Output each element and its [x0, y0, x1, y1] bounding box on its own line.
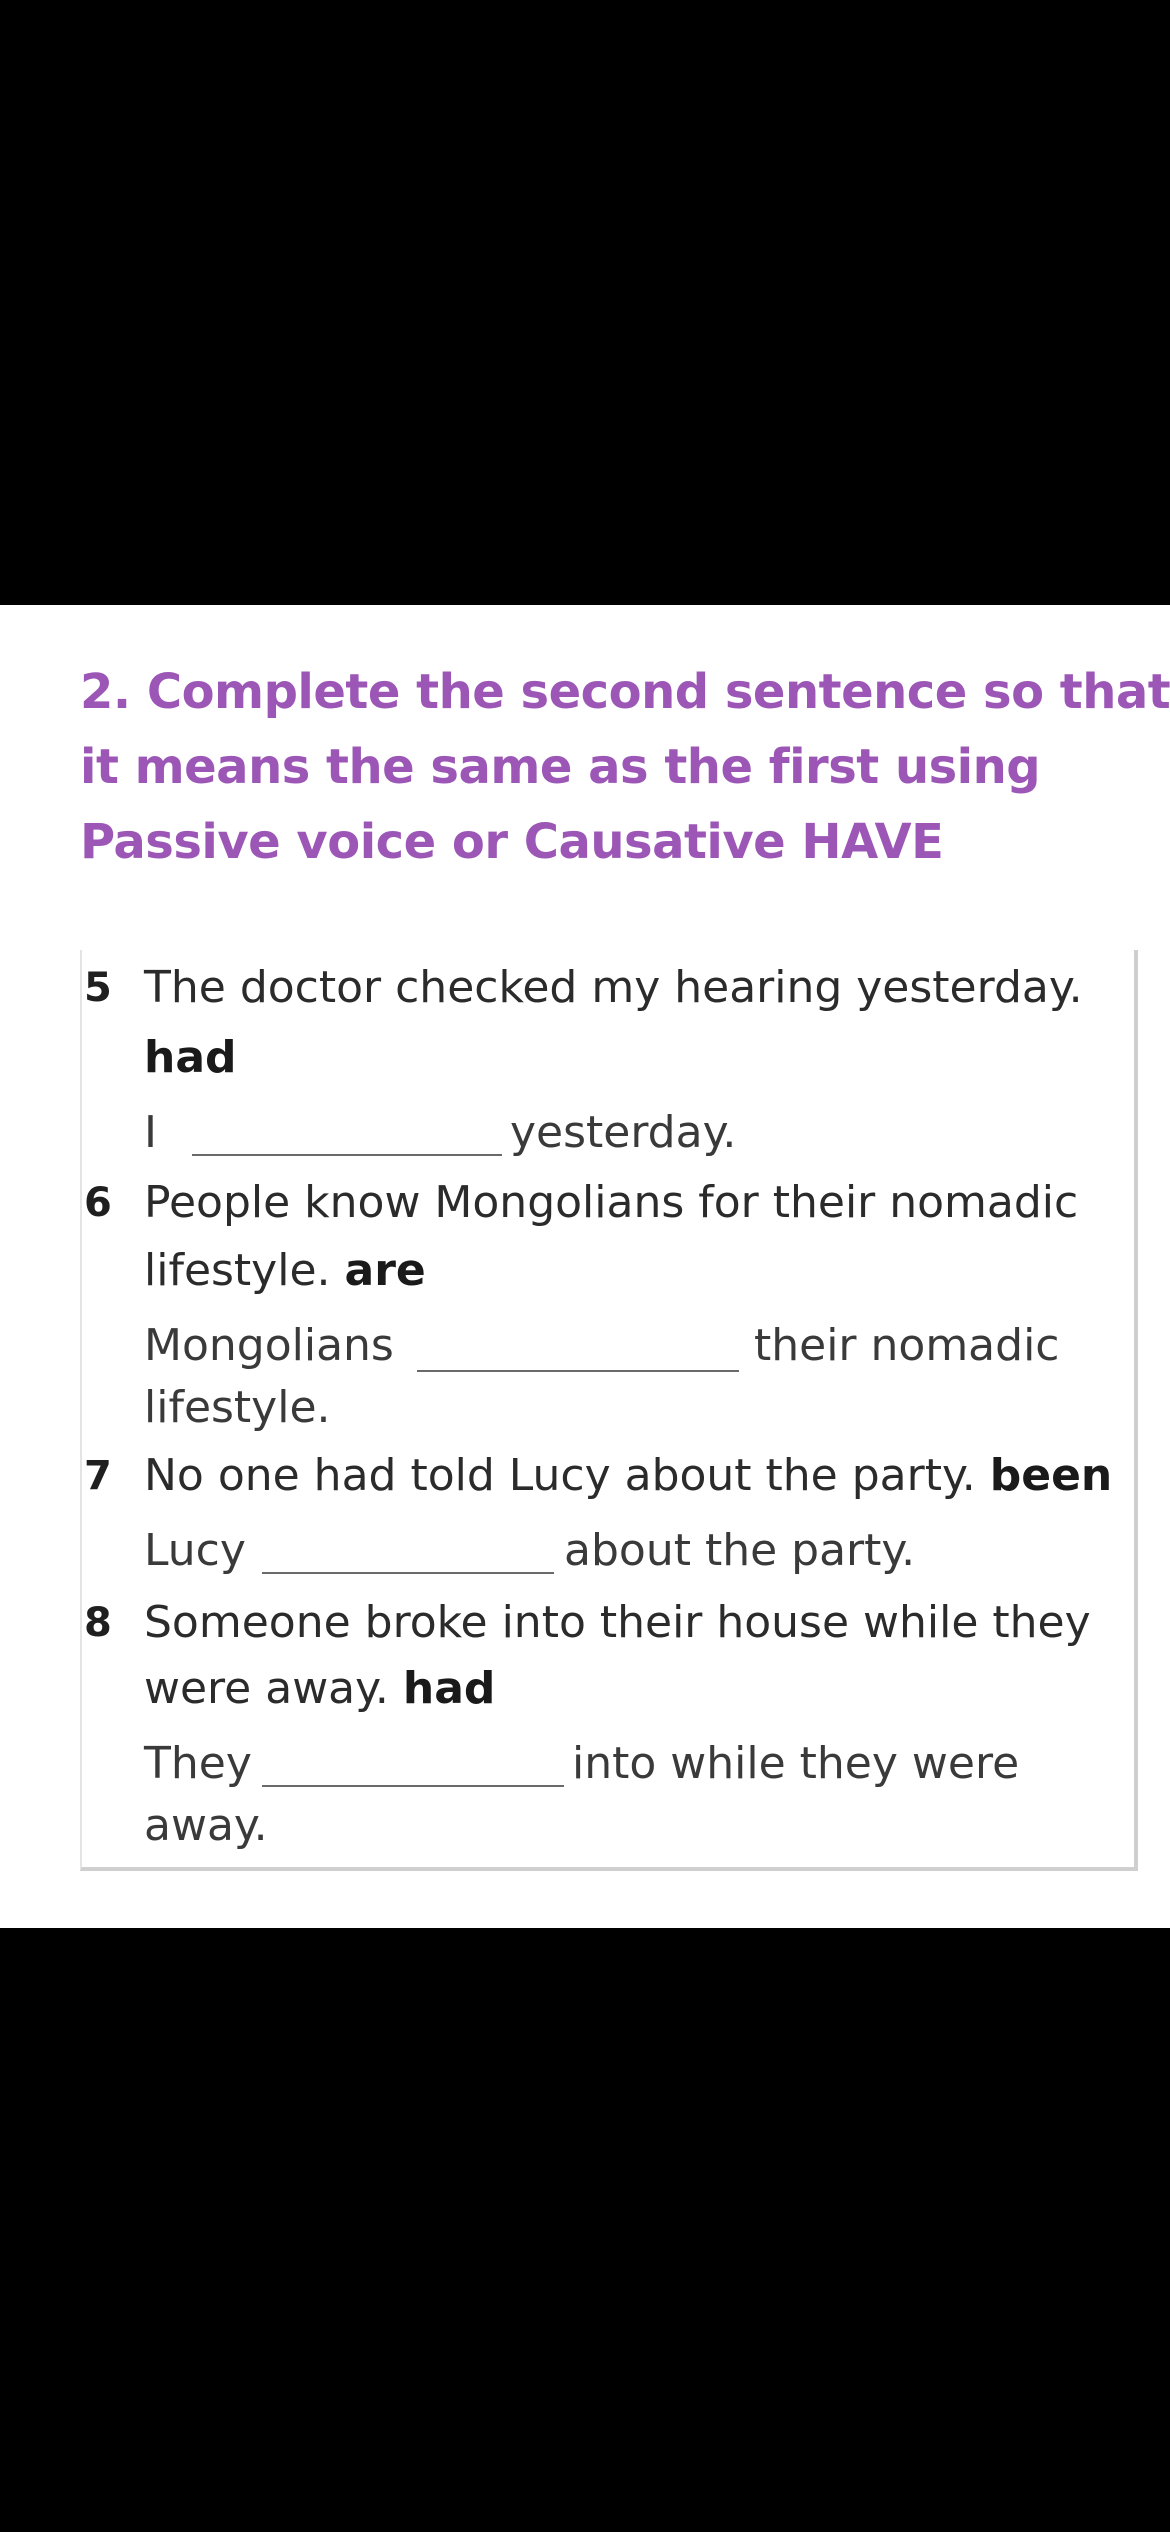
exercise-keyword: been	[989, 1450, 1113, 1501]
exercise-prompt: People know Mongolians for their nomadic	[144, 1177, 1079, 1228]
answer-start: Mongolians	[144, 1320, 394, 1371]
answer-start: I	[144, 1107, 157, 1158]
exercise-prompt-cont	[144, 1450, 1112, 1502]
exercise-box	[80, 950, 1138, 1871]
answer-line2: lifestyle.	[144, 1382, 331, 1433]
answer-line2: away.	[144, 1800, 268, 1851]
instruction-line: it means the same as the first using	[80, 739, 1041, 795]
answer-blank[interactable]	[417, 1370, 739, 1372]
answer-blank[interactable]	[192, 1154, 502, 1156]
exercise-number: 5	[84, 965, 112, 1011]
instruction-heading	[80, 655, 1170, 880]
exercise-keyword: had	[402, 1663, 496, 1714]
exercise-prompt: The doctor checked my hearing yesterday.	[144, 962, 1083, 1013]
answer-start: They	[144, 1738, 252, 1789]
exercise-prompt-cont	[144, 1245, 426, 1297]
exercise-keyword: had	[144, 1032, 237, 1083]
exercise-number: 7	[84, 1453, 112, 1499]
answer-end: about the party.	[564, 1525, 916, 1576]
content-card	[0, 605, 1170, 1928]
answer-end: yesterday.	[510, 1107, 737, 1158]
exercise-keyword: are	[344, 1245, 426, 1296]
exercise-prompt: Someone broke into their house while they	[144, 1597, 1091, 1648]
answer-blank[interactable]	[262, 1785, 564, 1787]
exercise-prompt-line2: lifestyle.	[144, 1245, 331, 1296]
exercise-prompt: No one had told Lucy about the party.	[144, 1450, 976, 1501]
answer-blank[interactable]	[262, 1572, 554, 1574]
exercise-number: 6	[84, 1180, 112, 1226]
exercise-number: 8	[84, 1600, 112, 1646]
answer-start: Lucy	[144, 1525, 246, 1576]
answer-end: their nomadic	[754, 1320, 1060, 1371]
exercise-prompt-cont	[144, 1663, 495, 1715]
instruction-line: Passive voice or Causative HAVE	[80, 814, 944, 870]
exercise-prompt-line2: were away.	[144, 1663, 389, 1714]
instruction-line: 2. Complete the second sentence so that	[80, 664, 1170, 720]
answer-end: into while they were	[572, 1738, 1020, 1789]
